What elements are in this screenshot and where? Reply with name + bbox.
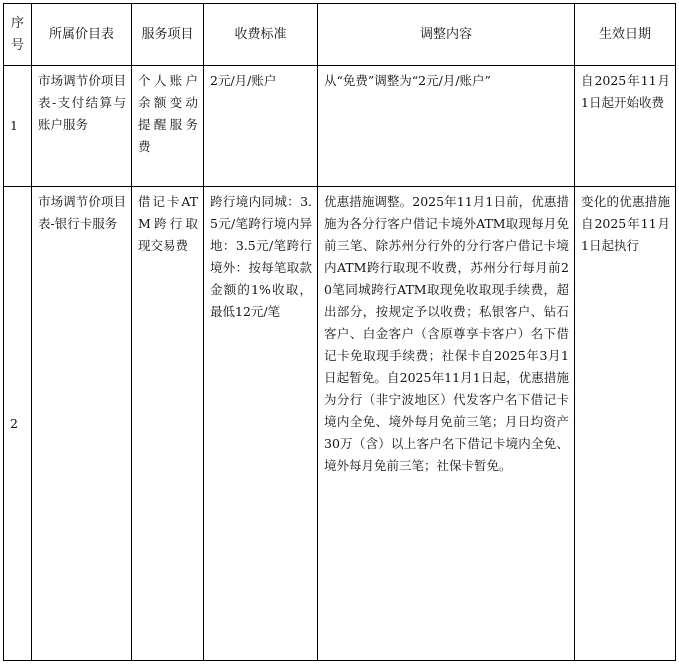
header-fee-standard: 收费标准 [204, 4, 318, 66]
row-effective-date: 自2025年11月1日起开始收费 [581, 73, 670, 110]
row-fee-standard-cell [204, 66, 318, 187]
row-effective-date: 变化的优惠措施自2025年11月1日起执行 [581, 194, 670, 253]
row-adjustment-cell [318, 187, 575, 661]
row-fee-standard: 跨行境内同城：3.5元/笔跨行境内异地：3.5元/笔跨行境外：按每笔取款金额的1%收取，最低12元/笔 [210, 194, 312, 319]
row-adjustment: 优惠措施调整。2025年11月1日前，优惠措施为各分行客户借记卡境外ATM取现每月免前三笔、除苏州分行外的分行客户借记卡境内ATM跨行取现不收费，苏州分行每月前20笔同城跨行ATM取现免收取现手续费，超出部分，按规定予以收费；私银客户、钻石客户、白金客户（含原尊享卡客户）名下借记卡免取现手续费；社保卡自2025年3月1日起暂免。自2025年11月1日起，优惠措施为分行（非宁波地区）代发客户名下借记卡境内全免、境外每月免前三笔；月日均资产30万（含）以上客户名下借记卡境内全免、境外每月免前三笔；社保卡暂免。 [324, 194, 569, 473]
row-price-list-cell [32, 66, 132, 187]
row-effective-date-cell [575, 187, 676, 661]
header-effective-date: 生效日期 [575, 4, 676, 66]
header-price-list: 所属价目表 [32, 4, 132, 66]
row-service-item: 个人账户余额变动提醒服务费 [138, 73, 198, 154]
row-effective-date-cell [575, 66, 676, 187]
row-price-list: 市场调节价项目表-银行卡服务 [38, 194, 126, 231]
header-adjustment: 调整内容 [318, 4, 575, 66]
row-service-item: 借记卡ATM跨行取现交易费 [138, 194, 198, 253]
row-fee-standard: 2元/月/账户 [210, 73, 277, 88]
row-price-list-cell [32, 187, 132, 661]
row-seq: 1 [4, 66, 32, 187]
table-row [4, 187, 676, 661]
table-header-row [4, 4, 676, 66]
row-service-item-cell [132, 187, 204, 661]
header-seq: 序号 [4, 4, 32, 66]
fee-adjustment-table [3, 3, 676, 661]
row-adjustment-cell [318, 66, 575, 187]
row-adjustment: 从“免费”调整为“2元/月/账户” [324, 73, 491, 88]
row-price-list: 市场调节价项目表-支付结算与账户服务 [38, 73, 126, 132]
table-row [4, 66, 676, 187]
row-fee-standard-cell [204, 187, 318, 661]
row-seq: 2 [4, 187, 32, 661]
header-service-item: 服务项目 [132, 4, 204, 66]
row-service-item-cell [132, 66, 204, 187]
